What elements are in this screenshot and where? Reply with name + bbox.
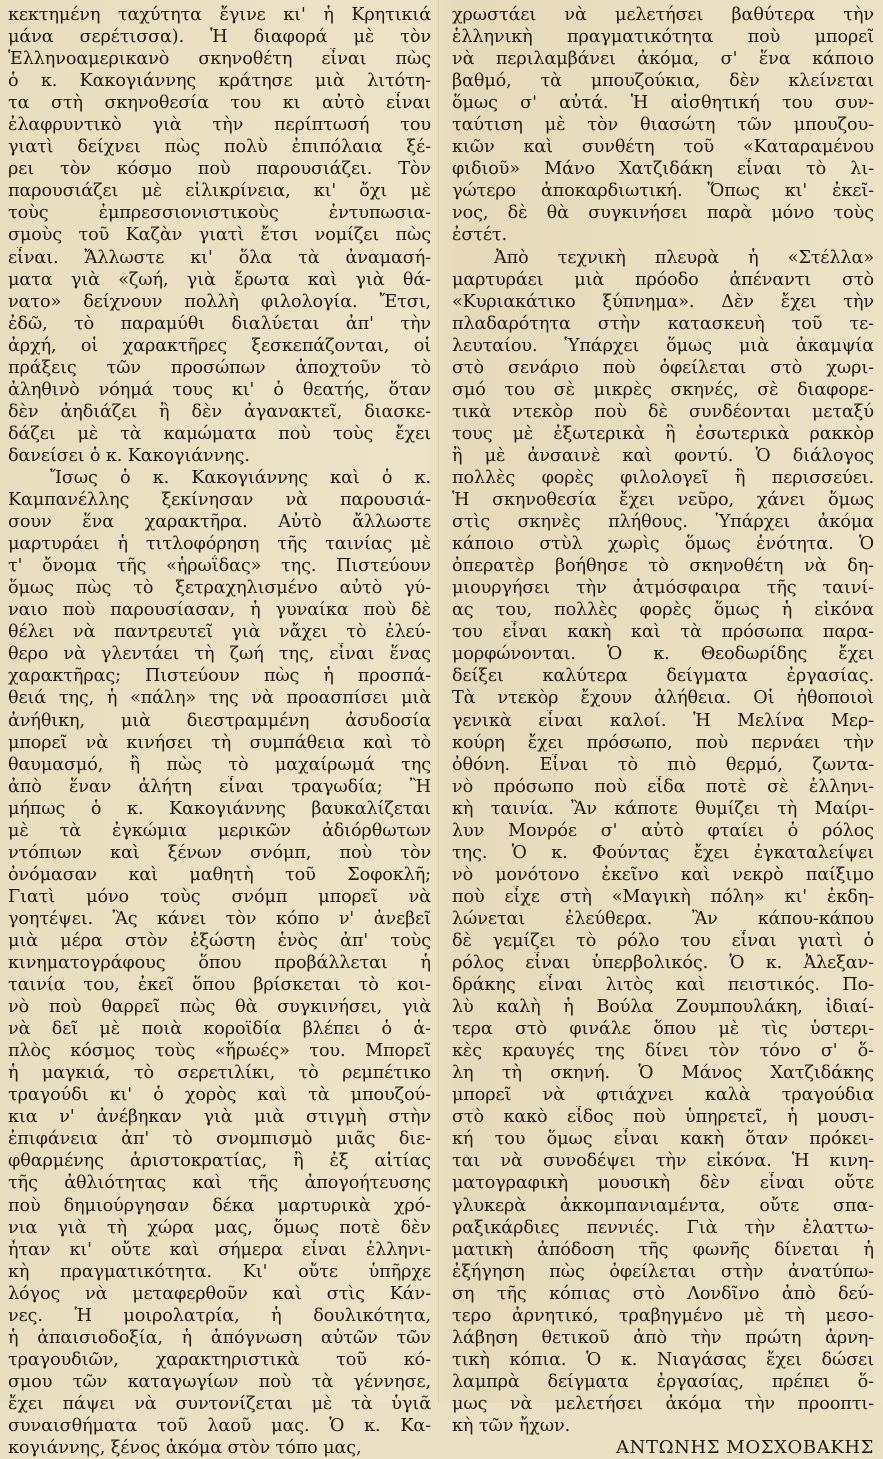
text-line: δάζει μὲ τὰ καμώματα ποὺ τοὺς ἔχει (8, 423, 431, 444)
text-line: ὁ κ. Κακογιάννης κράτησε μιὰ λιτότη- (8, 71, 431, 92)
text-line: δείξει καλύτερα δείγματα ἐργασίας. (452, 666, 874, 687)
text-line: ἡ ἀπαισιοδοξία, ἡ ἀπόγνωση αὐτῶν τῶν (8, 1327, 431, 1348)
text-line: «Κυριακάτικο ξύπνημα». Δὲν ἔχει τὴν (452, 291, 874, 312)
text-line: σμου τῶν καταγωγίων ποὺ τὰ γέννησε, (8, 1371, 431, 1392)
text-line: μήπως ὁ κ. Κακογιάννης βαυκαλίζεται (8, 798, 431, 819)
text-line: Καμπανέλλης ξεκίνησαν νὰ παρουσιά- (8, 490, 431, 511)
text-line: κή του ὅμως εἶναι κακὴ ὅταν πρόκει- (452, 1129, 874, 1150)
text-line: κὴ πραγματικότητα. Κι' οὔτε ὑπῆρχε (8, 1261, 431, 1282)
text-line: μὲ τὰ ἐγκώμια μερικῶν ἀδιόρθωτων (8, 820, 431, 841)
text-line: νες. Ἡ μοιρολατρία, ἡ δουλικότητα, (8, 1305, 431, 1326)
text-line: μιουργήσει τὴν ἀτμόσφαιρα τῆς ταινί- (452, 578, 874, 599)
text-line: ἀπὸ ἕναν ἀλήτη εἶναι τραγωδία; Ἢ (8, 776, 431, 797)
text-line: εἶναι. Ἄλλωστε κι' ὅλα τὰ ἀναμασή- (8, 247, 431, 268)
text-line: δὲ γεμίζει τὸ ρόλο του εἶναι γιατὶ ὁ (452, 930, 874, 951)
text-line: ἔχει πάψει νὰ συντονίζεται μὲ τὰ ὑγιᾶ (8, 1393, 431, 1414)
text-line: ἐλαφρυντικὸ γιὰ τὴν περίπτωσή του (8, 115, 431, 136)
text-line: βαθμό, τὰ μπουζούκια, δὲν κλείνεται (452, 71, 874, 92)
text-line: κινηματογράφους ὅπου προβάλλεται ἡ (8, 953, 431, 974)
text-line: κιῶν καὶ συνθέτη τοῦ «Καταραμένου (452, 137, 874, 158)
text-line: συναισθήματα τοῦ λαοῦ μας. Ὁ κ. Κα- (8, 1416, 431, 1436)
text-line: λη τὴ σκηνή. Ὁ Μάνος Χατζιδάκης (452, 1063, 874, 1084)
text-line: τοὺς ἐμπρεσσιονιστικοὺς ἐντυπωσια- (8, 203, 431, 224)
text-line: κια ν' ἀνέβηκαν γιὰ μιὰ στιγμὴ στὴν (8, 1107, 431, 1128)
text-line: νος, δὲ θὰ συγκινήσει παρὰ μόνο τοὺς (452, 203, 874, 224)
text-line: νατο» δείχνουν πολλὴ φιλολογία. Ἔτσι, (8, 291, 431, 312)
text-line: μορφώνονται. Ὁ κ. Θεοδωρίδης ἔχει (452, 644, 874, 665)
text-line: κάποιο στὺλ χωρὶς ὅμως ἑνότητα. Ὁ (452, 534, 874, 555)
text-line: τραγούδι κι' ὁ χορὸς καὶ τὰ μπουζού- (8, 1085, 431, 1106)
text-line: ἐδῶ, τὸ παραμύθι διαλύεται ἀπ' τὴν (8, 313, 431, 334)
text-line: νὸ ποὺ θαρρεῖ πὼς θὰ συγκινήσει, γιὰ (8, 997, 431, 1018)
text-line: ἑλληνικὴ πραγματικότητα ποὺ μπορεῖ (452, 27, 874, 48)
text-line: στὶς σκηνὲς πλήθους. Ὑπάρχει ἀκόμα (452, 512, 874, 533)
text-line: λάβηση θετικοῦ ἀπὸ τὴν πρώτη ἀρνη- (452, 1327, 874, 1348)
text-line: της. Ὁ κ. Φούντας ἔχει ἐγκαταλείψει (452, 842, 874, 863)
text-line: ποὺ δημιούργησαν δέκα μαρτυρικὰ χρό- (8, 1195, 431, 1216)
text-line: κεκτημένη ταχύτητα ἔγινε κι' ἡ Κρητικιά (8, 5, 431, 25)
text-line: νὸ πρόσωπο ποὺ εἶδα ποτὲ σὲ ἑλληνι- (452, 776, 874, 797)
text-line: ὀνόμασαν καὶ μαθητὴ τοῦ Σοφοκλῆ; (8, 864, 431, 885)
text-line: νὸ μονότονο ἐκεῖνο καὶ νεκρὸ παίξιμο (452, 864, 874, 885)
text-line: ἢ μὲ ἀνσαινὲ καὶ φοντύ. Ὁ διάλογος (452, 445, 874, 466)
text-line: μαρτυράει ἡ τιτλοφόρηση τῆς ταινίας μὲ (8, 534, 431, 555)
text-line: Ἀπὸ τεχνικὴ πλευρὰ ἡ «Στέλλα» (494, 247, 874, 268)
text-line: Ἴσως ὁ κ. Κακογιάννης καὶ ὁ κ. (50, 467, 431, 488)
text-line: λόγος νὰ μεταφερθοῦν καὶ στὶς Κάν- (8, 1283, 431, 1304)
text-line: παρουσιάζει μὲ εἰλικρίνεια, κι' ὄχι μὲ (8, 181, 431, 202)
text-line: θέλει νὰ παντρευτεῖ γιὰ νἄχει τὸ ἐλεύ- (8, 622, 431, 643)
text-line: ὅμως σ' αὐτά. Ἡ αἰσθητική του συν- (452, 93, 874, 114)
text-line: γοητέψει. Ἂς κάνει τὸν κόπο ν' ἀνεβεῖ (8, 908, 431, 929)
text-line: Ἡ σκηνοθεσία ἔχει νεῦρο, χάνει ὅμως (452, 490, 874, 511)
text-line: Ἑλληνοαμερικανὸ σκηνοθέτη εἶναι πὼς (8, 49, 431, 70)
text-line: κογιάννης, ξένος ἀκόμα στὸν τόπο μας, (8, 1438, 362, 1459)
text-line: λώνεται ἐλεύθερα. Ἂν κάπου-κάπου (452, 908, 874, 929)
text-line: πράξεις τῶν προσώπων ἀποχτοῦν τὸ (8, 357, 431, 378)
text-line: πλὸς κόσμος τοὺς «ἥρωές» του. Μπορεῖ (8, 1041, 431, 1062)
text-line: μως νὰ μελετήσει ἀκόμα τὴν προοπτι- (452, 1393, 874, 1414)
text-line: δὲν ἀηδιάζει ἢ δὲν ἀγανακτεῖ, διασκε- (8, 401, 431, 422)
text-line: ση τῆς κόπιας στὸ Λονδῖνο ἀπὸ δεύ- (452, 1283, 874, 1304)
text-line: γενικὰ εἶναι καλοί. Ἡ Μελίνα Μερ- (452, 710, 874, 731)
text-line: ἐστέτ. (452, 225, 508, 246)
text-line: δράκης εἶναι λιτὸς καὶ πειστικός. Πο- (452, 975, 874, 996)
text-line: λαμπρὰ δείγματα ἐργασίας, πρέπει ὅ- (452, 1371, 874, 1392)
author-signature: ΑΝΤΩΝΗΣ ΜΟΣΧΟΒΑΚΗΣ (616, 1437, 874, 1459)
text-line: γώτερο ἀποκαρδιωτική. Ὅπως κι' ἐκεῖ- (452, 181, 874, 202)
text-line: σουν ἕνα χαρακτῆρα. Αὐτὸ ἄλλωστε (8, 512, 431, 533)
text-line: ναιο ποὺ παρουσίασαν, ἡ γυναίκα ποὺ δὲ (8, 600, 431, 621)
text-line: γλυκερὰ ἀκκομπανιαμέντα, οὔτε σπα- (452, 1195, 874, 1216)
text-line: φιδιοῦ» Μάνο Χατζιδάκη εἶναι τὸ λι- (452, 159, 874, 180)
text-line: ὅμως πὼς τὸ ξετραχηλισμένο αὐτὸ γύ- (8, 578, 431, 599)
text-line: θερο νὰ γλεντάει τὴ ζωή της, εἶναι ἕνας (8, 644, 431, 665)
text-line: τικὴ κόπια. Ὁ κ. Νιαγάσας ἔχει δώσει (452, 1349, 874, 1370)
text-line: ρει τὸν κόσμο ποὺ παρουσιάζει. Τὸν (8, 159, 431, 180)
text-line: πλαδαρότητα στὴν κατασκευὴ τοῦ τε- (452, 313, 874, 334)
text-line: του εἶναι κακὴ καὶ τὰ πρόσωπα παρα- (452, 622, 874, 643)
text-line: ταύτιση μὲ τὸν θιασώτη τῶν μπουζου- (452, 115, 874, 136)
text-line: ματογραφικὴ μουσικὴ δὲν εἶναι οὔτε (452, 1173, 874, 1194)
text-line: σμοὺς τοῦ Καζὰν γιατὶ ἔτσι νομίζει πὼς (8, 225, 431, 246)
text-line: στὸ κακὸ εἶδος ποὺ ὑπηρετεῖ, ἡ μουσι- (452, 1107, 874, 1128)
text-line: μάνα σερέτισσα). Ἡ διαφορά μὲ τὸν (8, 27, 431, 48)
text-line: Γιατὶ μόνο τοὺς σνόμπ μπορεῖ νὰ (8, 886, 431, 907)
text-line: τερο ἀρνητικό, τραβηγμένο μὲ τὴ μεσο- (452, 1305, 874, 1326)
text-line: χρωστάει νὰ μελετήσει βαθύτερα τὴν (452, 5, 874, 25)
text-line: ποὺ εἶχε στὴ «Μαγικὴ πόλη» κι' ἐκδη- (452, 886, 874, 907)
text-line: δανείσει ὁ κ. Κακογιάννης. (8, 445, 250, 466)
text-line: νια γιὰ τὴ χώρα μας, ὅμως ποτὲ δὲν (8, 1217, 431, 1238)
text-line: ταινία του, ἐκεῖ ὅπου βρίσκεται τὸ κοι- (8, 975, 431, 996)
text-line: ἡ μαγκιά, τὸ σερετιλίκι, τὸ ρεμπέτικο (8, 1063, 431, 1084)
column-divider (438, 0, 439, 1403)
text-line: κὴ ταινία. Ἂν κάποτε θυμίζει τὴ Μαίρι- (452, 798, 874, 819)
text-line: κὴ τῶν ἤχων. (452, 1416, 571, 1436)
text-line: νὰ δεῖ μὲ ποιὰ κοροϊδία βλέπει ὁ ἁ- (8, 1019, 431, 1040)
text-line: ὀθόνη. Εἶναι τὸ πιὸ θερμό, ζωντα- (452, 754, 874, 775)
text-line: θαυμασμό, ἢ πὼς τὸ μαχαίρωμά της (8, 754, 431, 775)
text-line: ὀπερατὲρ βοήθησε τὸ σκηνοθέτη νὰ δη- (452, 556, 874, 577)
text-line: τα στὴ σκηνοθεσία του κι αὐτὸ εἶναι (8, 93, 431, 114)
text-line: τικὰ ντεκὸρ ποὺ δὲ συνδέονται μεταξύ (452, 401, 874, 422)
text-line: κούρη ἔχει πρόσωπο, ποὺ περνάει τὴν (452, 732, 874, 753)
text-line: ραξικάρδιες πεννιές. Γιὰ τὴν ἐλαττω- (452, 1217, 874, 1238)
text-line: τ' ὄνομα τῆς «ἡρωΐδας» της. Πιστεύουν (8, 556, 431, 577)
text-line: ἀληθινὸ νόημά τους κι' ὁ θεατής, ὅταν (8, 379, 431, 400)
text-line: τραγουδιῶν, χαρακτηριστικὰ τοῦ κό- (8, 1349, 431, 1370)
text-line: ἀνήθικη, μιὰ διεστραμμένη ἀσυδοσία (8, 710, 431, 731)
text-line: τῆς ἀθλιότητας καὶ τῆς ἀπογοήτευσης (8, 1173, 431, 1194)
text-line: ντόπιων καὶ ξένων σνόμπ, ποὺ τὸν (8, 842, 431, 863)
text-line: τους μὲ ἐξωτερικὰ ἢ ἐσωτερικὰ ρακκὸρ (452, 423, 874, 444)
text-line: μαρτυράει μιὰ πρόοδο ἀπέναντι στὸ (452, 269, 874, 290)
text-line: φθαρμένης ἀριστοκρατίας, ἢ ἐξ αἰτίας (8, 1151, 431, 1172)
text-line: λευταίου. Ὑπάρχει ὅμως μιὰ ἀκαμψία (452, 335, 874, 356)
text-line: ματα γιὰ «ζωή, γιὰ ἔρωτα καὶ γιὰ θά- (8, 269, 431, 290)
text-line: ἦταν κι' οὔτε καὶ σήμερα εἶναι ἑλληνι- (8, 1239, 431, 1260)
text-line: γιατὶ δείχνει πὼς πολὺ ἐπιπόλαια ξέ- (8, 137, 431, 158)
text-line: πολλὲς φορὲς φιλολογεῖ ἢ περισσεύει. (452, 467, 874, 488)
text-line: Τὰ ντεκὸρ ἔχουν ἀλήθεια. Οἱ ἠθοποιοὶ (452, 688, 874, 709)
left-column (8, 4, 431, 1459)
text-line: ἐξήγηση πὼς ὀφείλεται στὴν ἀνατύπω- (452, 1261, 874, 1282)
text-line: μπορεῖ νὰ κινήσει τὴ συμπάθεια καὶ τὸ (8, 732, 431, 753)
text-line: μπορεῖ νὰ φτιάχνει καλὰ τραγούδια (452, 1085, 874, 1106)
text-line: τερα στὸ φινάλε ὅπου μὲ τὶς ὑστερι- (452, 1019, 874, 1040)
text-line: μιὰ μέρα στὸν ἐξώστη ἑνὸς ἀπ' τοὺς (8, 930, 431, 951)
text-line: ἀρχή, οἱ χαρακτῆρες ξεσκεπάζονται, οἱ (8, 335, 431, 356)
text-line: θειά της, ἡ «πάλη» της νὰ προασπίσει μιὰ (8, 688, 431, 709)
text-line: στὸ σενάριο ποὺ ὀφείλεται στὸ χωρι- (452, 357, 874, 378)
text-line: ται νὰ συνοδέψει τὴν εἰκόνα. Ἡ κινη- (452, 1151, 874, 1172)
right-column (452, 4, 874, 1459)
text-line: λυν Μονρόε σ' αὐτὸ φταίει ὁ ρόλος (452, 820, 874, 841)
text-line: λὺ καλὴ ἡ Βούλα Ζουμπουλάκη, ἰδιαί- (452, 997, 874, 1018)
text-line: χαρακτῆρας; Πιστεύουν πὼς ἡ προσπά- (8, 666, 431, 687)
text-line: ματικὴ ἀπόδοση τῆς φωνῆς δίνεται ἡ (452, 1239, 874, 1260)
text-line: κὲς κραυγές της δίνει τὸν τόνο σ' ὅ- (452, 1041, 874, 1062)
text-line: ρόλος εἶναι ὑπερβολικός. Ὁ κ. Ἀλεξαν- (452, 953, 874, 974)
text-line: νὰ περιλαμβάνει ἀκόμα, σ' ἕνα κάποιο (452, 49, 874, 70)
text-line: ας του, πολλὲς φορὲς ὅμως ἡ εἰκόνα (452, 600, 874, 621)
text-line: σμό του σὲ μικρὲς σκηνές, σὲ διαφορε- (452, 379, 874, 400)
text-line: ἐπιφάνεια ἀπ' τὸ σνομπισμὸ μιᾶς διε- (8, 1129, 431, 1150)
